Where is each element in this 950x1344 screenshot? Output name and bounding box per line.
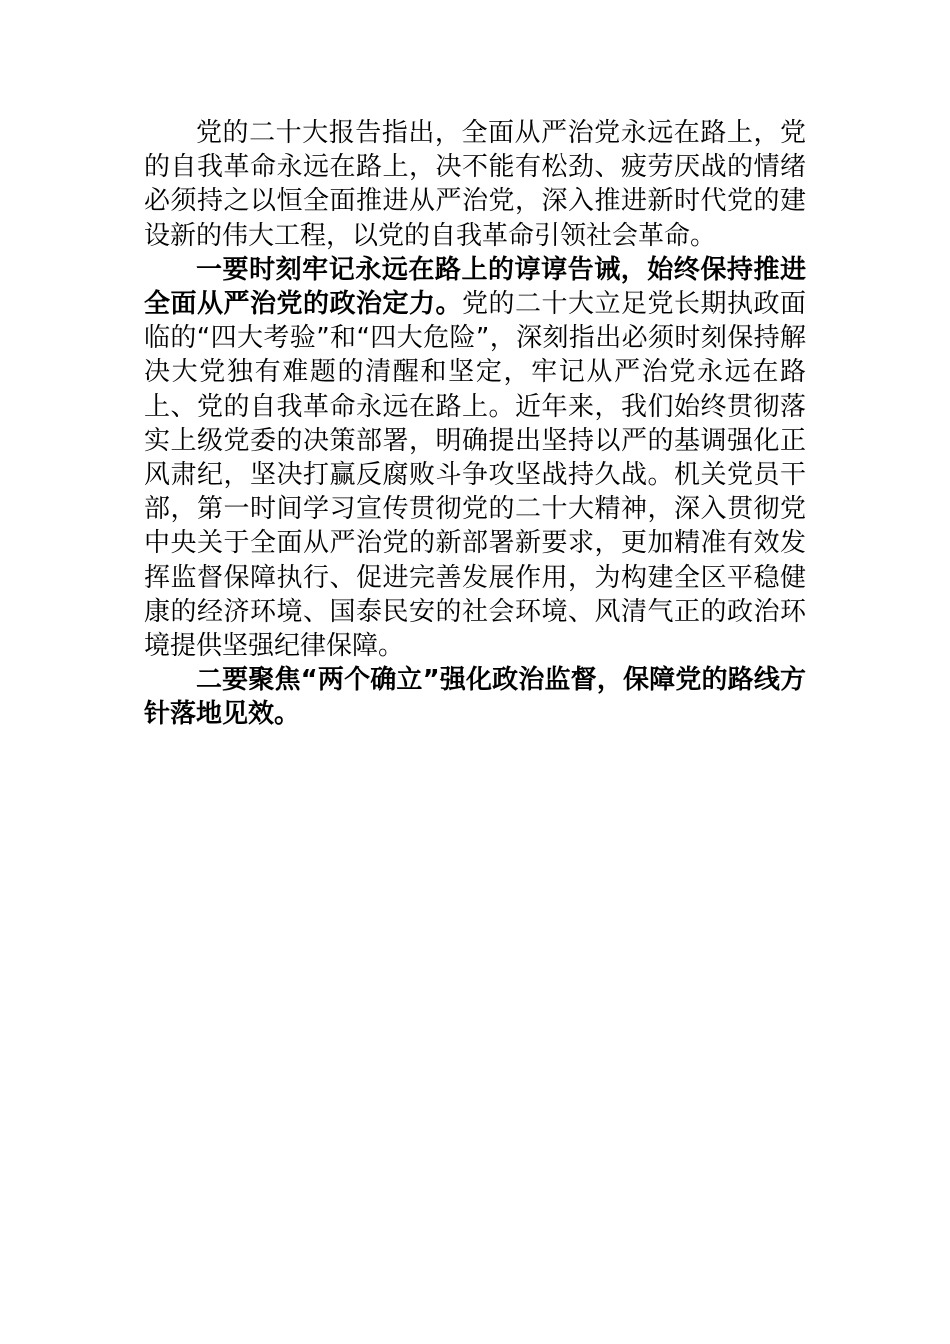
paragraph-text: 党的二十大立足党长期执政面临的“四大考验”和“四大危险”，深刻指出必须时刻保持解决大党独有难题的清醒和坚定，牢记从严治党永远在路上、党的自我革命永远在路上。近年来，我们始终贯彻落实上级党委的决策部署，明确提出坚持以严的基调强化正风肃纪，坚决打赢反腐败斗争攻坚战持久战。机关党员干部，第一时间学习宣传贯彻党的二十大精神，深入贯彻党中央关于全面从严治党的新部署新要求，更加精准有效发挥监督保障执行、促进完善发展作用，为构建全区平稳健康的经济环境、国泰民安的社会环境、风清气正的政治环境提供坚强纪律保障。 [144,289,806,662]
paragraph-lead: 一要时刻牢记永远在路上的谆谆告诫，始终保持推进全面从严治党的政治定力。 [144,254,806,320]
paragraph-intro [144,116,806,253]
paragraph-point-two [144,663,806,731]
paragraph-point-one [144,253,806,663]
paragraph-lead: 二要聚焦“两个确立”强化政治监督，保障党的路线方针落地见效。 [144,665,806,730]
document-body [144,116,806,732]
paragraph-text: 党的二十大报告指出，全面从严治党永远在路上，党的自我革命永远在路上，决不能有松劲、疲劳厌战的情绪必须持之以恒全面推进从严治党，深入推进新时代党的建设新的伟大工程，以党的自我革命引领社会革命。 [144,118,806,251]
